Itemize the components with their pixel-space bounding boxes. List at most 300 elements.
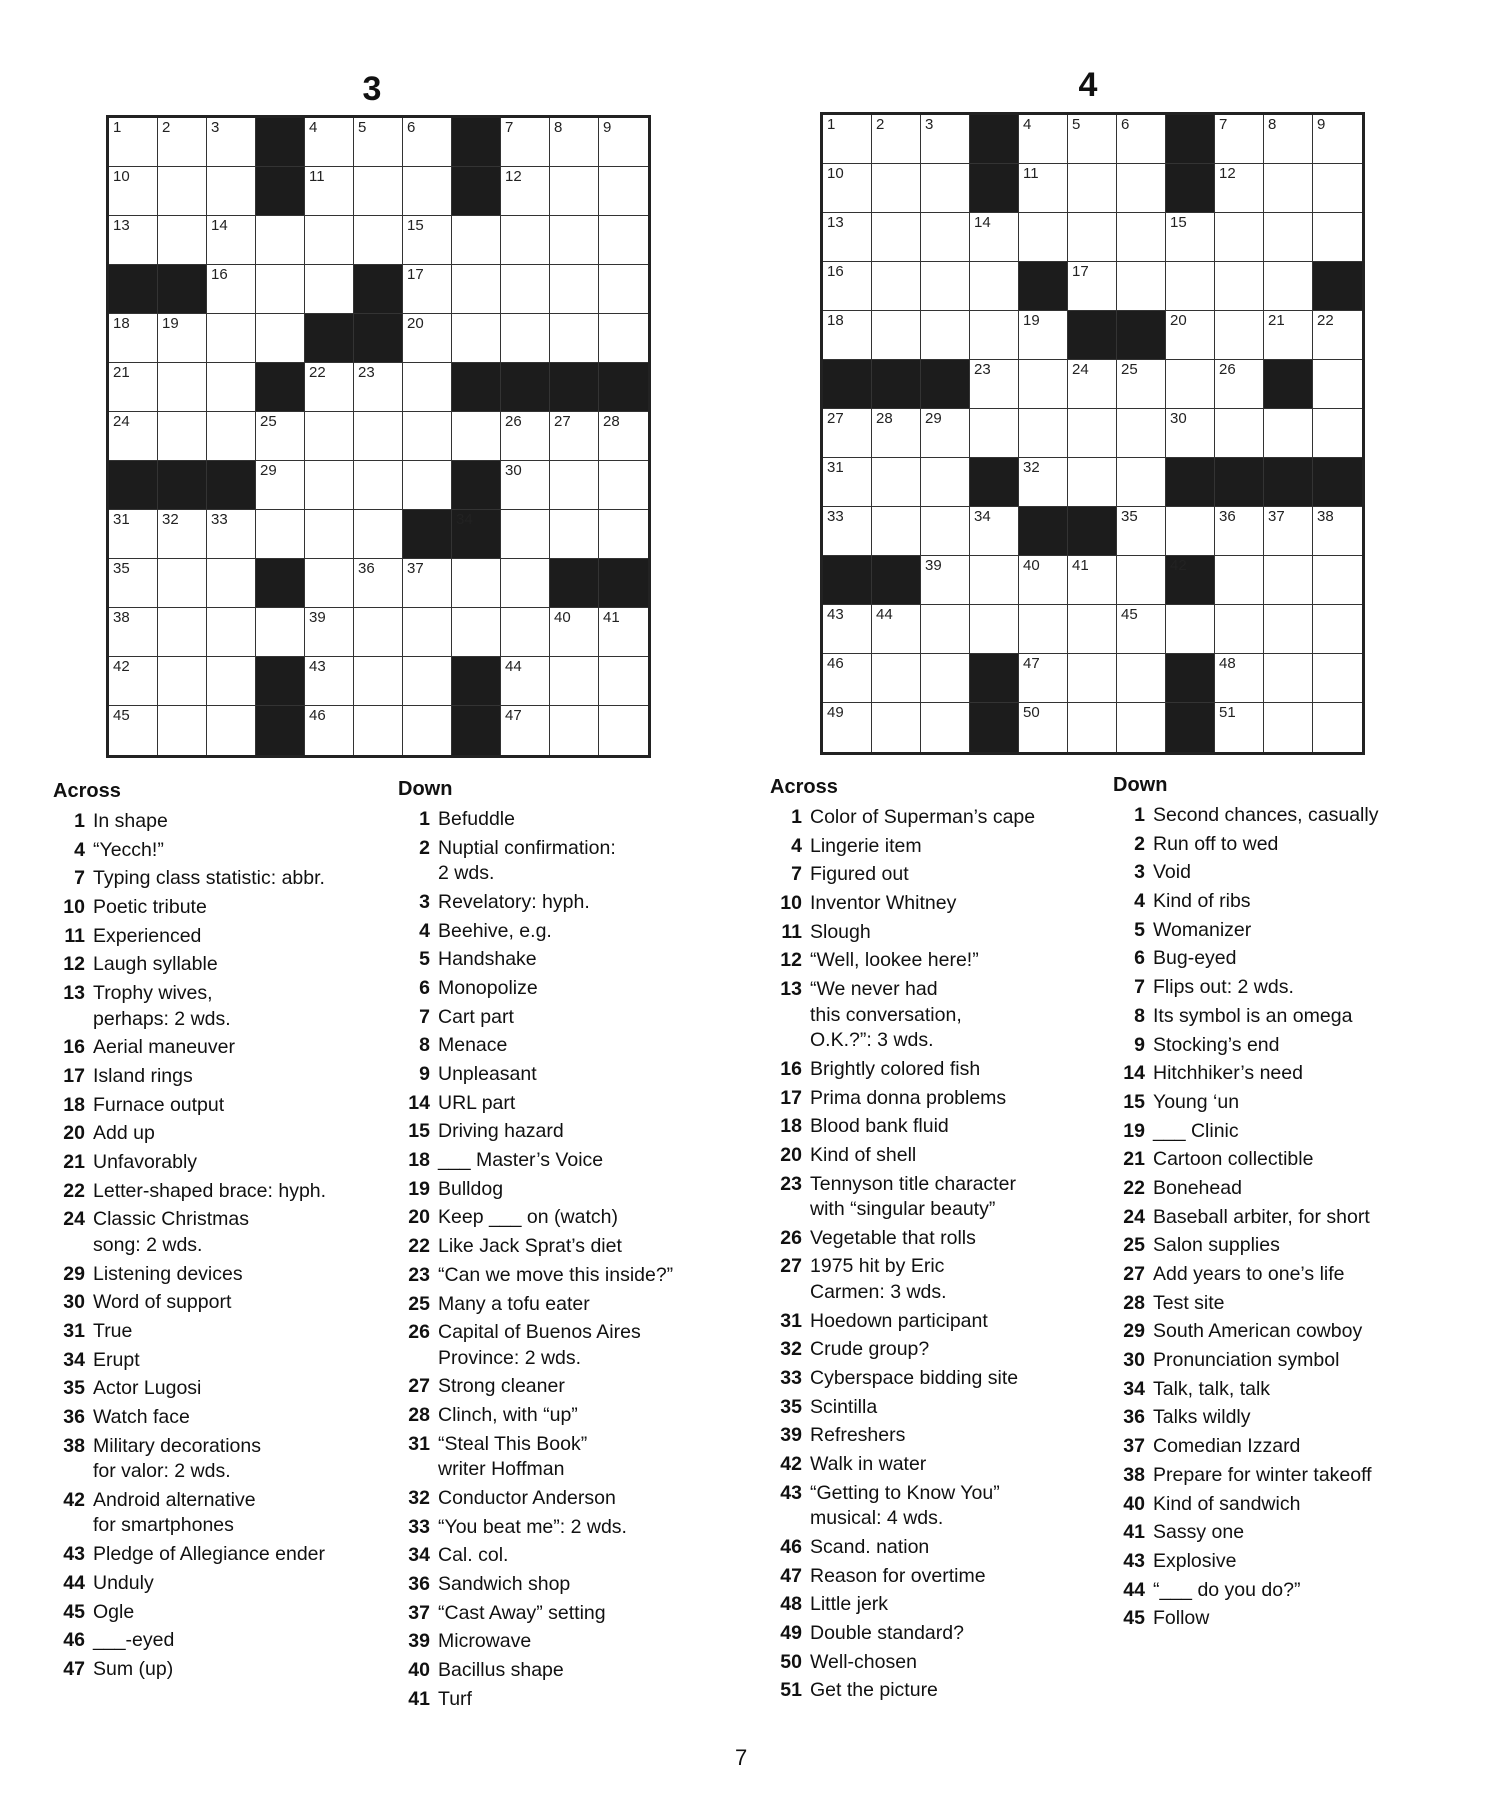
clue-down xyxy=(398,1005,728,1031)
grid-cell[interactable] xyxy=(403,559,452,608)
grid-cell[interactable] xyxy=(1166,409,1215,458)
grid-cell[interactable] xyxy=(207,559,256,608)
clue-across xyxy=(53,1290,383,1316)
clue-text: Beehive, e.g. xyxy=(438,919,552,942)
clue-text: Scintilla xyxy=(810,1395,878,1418)
grid-cell[interactable] xyxy=(550,314,599,363)
puzzle-title: 3 xyxy=(362,70,382,108)
grid-cell[interactable] xyxy=(207,657,256,706)
grid-cell[interactable] xyxy=(550,608,599,657)
clue-down xyxy=(398,1543,728,1569)
clue-across xyxy=(770,1366,1100,1392)
grid-cell[interactable] xyxy=(1019,556,1068,605)
clue-across xyxy=(770,1057,1100,1083)
grid-cell[interactable] xyxy=(1019,703,1068,752)
grid-cell[interactable] xyxy=(1264,213,1313,262)
grid-cell[interactable] xyxy=(599,167,648,216)
grid-cell[interactable] xyxy=(921,213,970,262)
grid-cell[interactable] xyxy=(207,167,256,216)
cell-number: 36 xyxy=(1219,508,1236,525)
clue-number: 36 xyxy=(63,1406,85,1429)
grid-cell[interactable] xyxy=(256,265,305,314)
grid-cell[interactable] xyxy=(1068,409,1117,458)
clue-text: Hoedown participant xyxy=(810,1309,988,1332)
grid-cell[interactable] xyxy=(970,507,1019,556)
grid-cell[interactable] xyxy=(109,706,158,755)
grid-cell[interactable] xyxy=(970,360,1019,409)
grid-cell[interactable] xyxy=(823,164,872,213)
grid-cell[interactable] xyxy=(403,657,452,706)
grid-cell[interactable] xyxy=(823,703,872,752)
grid-cell[interactable] xyxy=(1166,507,1215,556)
grid-cell[interactable] xyxy=(207,608,256,657)
grid-cell[interactable] xyxy=(550,657,599,706)
page-number: 7 xyxy=(735,1745,748,1770)
grid-cell[interactable] xyxy=(501,216,550,265)
grid-cell[interactable] xyxy=(1166,360,1215,409)
clue-down xyxy=(1113,1262,1493,1288)
grid-cell[interactable] xyxy=(109,167,158,216)
grid-cell[interactable] xyxy=(305,657,354,706)
grid-cell[interactable] xyxy=(403,314,452,363)
grid-cell[interactable] xyxy=(403,363,452,412)
grid-cell[interactable] xyxy=(256,412,305,461)
grid-cell[interactable] xyxy=(921,507,970,556)
grid-cell[interactable] xyxy=(823,507,872,556)
grid-cell[interactable] xyxy=(599,412,648,461)
grid-cell[interactable] xyxy=(1117,409,1166,458)
grid-cell[interactable] xyxy=(1313,605,1362,654)
grid-cell[interactable] xyxy=(109,510,158,559)
cell-number: 47 xyxy=(505,707,522,724)
grid-cell[interactable] xyxy=(1117,605,1166,654)
grid-cell[interactable] xyxy=(1019,164,1068,213)
grid-cell[interactable] xyxy=(501,314,550,363)
grid-cell[interactable] xyxy=(1215,703,1264,752)
grid-cell[interactable] xyxy=(403,706,452,755)
clue-number: 24 xyxy=(63,1208,85,1231)
grid-cell[interactable] xyxy=(921,703,970,752)
grid-cell[interactable] xyxy=(1313,507,1362,556)
grid-cell[interactable] xyxy=(354,608,403,657)
grid-cell[interactable] xyxy=(550,706,599,755)
clue-text: Color of Superman’s cape xyxy=(810,806,1036,828)
grid-cell[interactable] xyxy=(1215,409,1264,458)
clue-down xyxy=(1113,1291,1493,1317)
clue-number: 46 xyxy=(780,1535,802,1558)
grid-cell[interactable] xyxy=(921,605,970,654)
clue-down xyxy=(398,836,728,887)
grid-cell[interactable] xyxy=(158,314,207,363)
grid-cell[interactable] xyxy=(1215,507,1264,556)
clue-text: Conductor Anderson xyxy=(438,1486,616,1509)
grid-cell[interactable] xyxy=(109,363,158,412)
grid-cell[interactable] xyxy=(207,363,256,412)
grid-cell[interactable] xyxy=(305,363,354,412)
grid-cell[interactable] xyxy=(354,412,403,461)
grid-cell[interactable] xyxy=(1313,703,1362,752)
clue-number: 15 xyxy=(1123,1090,1145,1113)
cell-number: 37 xyxy=(1268,508,1285,525)
grid-cell[interactable] xyxy=(158,363,207,412)
grid-cell[interactable] xyxy=(872,605,921,654)
grid-cell[interactable] xyxy=(1215,605,1264,654)
grid-cell[interactable] xyxy=(109,412,158,461)
grid-cell[interactable] xyxy=(823,654,872,703)
clue-across xyxy=(770,891,1100,917)
grid-cell[interactable] xyxy=(1019,605,1068,654)
clue-text: “Yecch!” xyxy=(93,838,164,861)
grid-cell[interactable] xyxy=(599,265,648,314)
black-square xyxy=(403,510,452,559)
grid-cell[interactable] xyxy=(452,265,501,314)
grid-cell[interactable] xyxy=(1068,262,1117,311)
grid-cell[interactable] xyxy=(823,115,872,164)
grid-cell[interactable] xyxy=(354,167,403,216)
cell-number: 12 xyxy=(1219,165,1236,182)
clue-text: Pronunciation symbol xyxy=(1153,1349,1340,1372)
grid-cell[interactable] xyxy=(305,216,354,265)
black-square xyxy=(1264,458,1313,507)
grid-cell[interactable] xyxy=(599,118,648,167)
grid-cell[interactable] xyxy=(1215,115,1264,164)
grid-cell[interactable] xyxy=(354,559,403,608)
grid-cell[interactable] xyxy=(501,461,550,510)
grid-cell[interactable] xyxy=(599,314,648,363)
grid-cell[interactable] xyxy=(1019,654,1068,703)
grid-cell[interactable] xyxy=(354,706,403,755)
grid-cell[interactable] xyxy=(1117,556,1166,605)
clue-text: “You beat me”: 2 wds. xyxy=(438,1515,627,1538)
grid-cell[interactable] xyxy=(452,559,501,608)
grid-cell[interactable] xyxy=(109,118,158,167)
grid-cell[interactable] xyxy=(1068,556,1117,605)
grid-cell[interactable] xyxy=(872,458,921,507)
grid-cell[interactable] xyxy=(1313,311,1362,360)
grid-cell[interactable] xyxy=(305,510,354,559)
grid-cell[interactable] xyxy=(354,216,403,265)
grid-cell[interactable] xyxy=(1117,458,1166,507)
grid-cell[interactable] xyxy=(207,510,256,559)
grid-cell[interactable] xyxy=(921,115,970,164)
grid-cell[interactable] xyxy=(599,608,648,657)
clue-across xyxy=(53,1121,383,1147)
grid-cell[interactable] xyxy=(158,706,207,755)
grid-cell[interactable] xyxy=(1313,409,1362,458)
grid-cell[interactable] xyxy=(1264,164,1313,213)
grid-cell[interactable] xyxy=(1068,164,1117,213)
grid-cell[interactable] xyxy=(872,654,921,703)
grid-cell[interactable] xyxy=(1215,164,1264,213)
grid-cell[interactable] xyxy=(1068,703,1117,752)
grid-cell[interactable] xyxy=(1117,654,1166,703)
grid-cell[interactable] xyxy=(1264,311,1313,360)
grid-cell[interactable] xyxy=(501,559,550,608)
clue-number: 28 xyxy=(1123,1291,1145,1314)
grid-cell[interactable] xyxy=(599,657,648,706)
grid-cell[interactable] xyxy=(207,314,256,363)
grid-cell[interactable] xyxy=(305,118,354,167)
grid-cell[interactable] xyxy=(501,118,550,167)
grid-cell[interactable] xyxy=(1117,507,1166,556)
grid-cell[interactable] xyxy=(1264,703,1313,752)
grid-cell[interactable] xyxy=(158,167,207,216)
grid-cell[interactable] xyxy=(158,559,207,608)
clue-across xyxy=(53,952,383,978)
clue-number: 20 xyxy=(780,1143,802,1166)
grid-cell[interactable] xyxy=(256,216,305,265)
grid-cell[interactable] xyxy=(1215,360,1264,409)
clue-across xyxy=(53,1657,383,1683)
grid-cell[interactable] xyxy=(872,213,921,262)
cell-number: 32 xyxy=(162,511,179,528)
grid-cell[interactable] xyxy=(823,409,872,458)
clue-down xyxy=(1113,1004,1493,1030)
black-square xyxy=(550,559,599,608)
grid-cell[interactable] xyxy=(354,461,403,510)
clue-text: Cal. col. xyxy=(438,1544,509,1567)
clue-across xyxy=(53,1405,383,1431)
grid-cell[interactable] xyxy=(158,510,207,559)
grid-cell[interactable] xyxy=(970,605,1019,654)
cell-number: 35 xyxy=(113,560,130,577)
grid-cell[interactable] xyxy=(823,311,872,360)
grid-cell[interactable] xyxy=(403,265,452,314)
grid-cell[interactable] xyxy=(1068,213,1117,262)
grid-cell[interactable] xyxy=(550,461,599,510)
clue-text: “Well, lookee here!” xyxy=(810,949,979,972)
grid-cell[interactable] xyxy=(1166,605,1215,654)
crossword-grid[interactable] xyxy=(820,112,1365,755)
grid-cell[interactable] xyxy=(305,265,354,314)
grid-cell[interactable] xyxy=(1068,115,1117,164)
grid-cell[interactable] xyxy=(1068,458,1117,507)
grid-cell[interactable] xyxy=(158,118,207,167)
grid-cell[interactable] xyxy=(501,510,550,559)
grid-cell[interactable] xyxy=(1215,213,1264,262)
grid-cell[interactable] xyxy=(158,608,207,657)
grid-cell[interactable] xyxy=(158,412,207,461)
grid-cell[interactable] xyxy=(1313,164,1362,213)
grid-cell[interactable] xyxy=(1019,213,1068,262)
grid-cell[interactable] xyxy=(1313,360,1362,409)
grid-cell[interactable] xyxy=(550,167,599,216)
grid-cell[interactable] xyxy=(305,412,354,461)
grid-cell[interactable] xyxy=(872,703,921,752)
grid-cell[interactable] xyxy=(501,608,550,657)
grid-cell[interactable] xyxy=(1313,556,1362,605)
grid-cell[interactable] xyxy=(599,461,648,510)
cell-number: 14 xyxy=(974,214,991,231)
grid-cell[interactable] xyxy=(305,706,354,755)
grid-cell[interactable] xyxy=(158,216,207,265)
grid-cell[interactable] xyxy=(158,657,207,706)
grid-cell[interactable] xyxy=(207,706,256,755)
grid-cell[interactable] xyxy=(501,265,550,314)
grid-cell[interactable] xyxy=(403,412,452,461)
grid-cell[interactable] xyxy=(550,216,599,265)
clue-text: Listening devices xyxy=(93,1262,243,1285)
grid-cell[interactable] xyxy=(305,559,354,608)
grid-cell[interactable] xyxy=(550,265,599,314)
grid-cell[interactable] xyxy=(1264,507,1313,556)
grid-cell[interactable] xyxy=(599,216,648,265)
grid-cell[interactable] xyxy=(452,412,501,461)
grid-cell[interactable] xyxy=(970,311,1019,360)
clue-number: 32 xyxy=(780,1338,802,1361)
grid-cell[interactable] xyxy=(109,608,158,657)
grid-cell[interactable] xyxy=(354,118,403,167)
cell-number: 51 xyxy=(1219,704,1236,721)
grid-cell[interactable] xyxy=(403,461,452,510)
cell-number: 8 xyxy=(1268,116,1277,133)
cell-number: 39 xyxy=(309,609,326,626)
grid-cell[interactable] xyxy=(1264,409,1313,458)
grid-cell[interactable] xyxy=(207,118,256,167)
grid-cell[interactable] xyxy=(1264,556,1313,605)
grid-cell[interactable] xyxy=(550,412,599,461)
grid-cell[interactable] xyxy=(256,510,305,559)
grid-cell[interactable] xyxy=(970,556,1019,605)
grid-cell[interactable] xyxy=(1019,115,1068,164)
grid-cell[interactable] xyxy=(1019,360,1068,409)
black-square xyxy=(109,265,158,314)
grid-cell[interactable] xyxy=(207,216,256,265)
grid-cell[interactable] xyxy=(872,311,921,360)
grid-cell[interactable] xyxy=(921,458,970,507)
grid-cell[interactable] xyxy=(1117,115,1166,164)
grid-cell[interactable] xyxy=(1313,213,1362,262)
clue-across xyxy=(770,1678,1100,1704)
grid-cell[interactable] xyxy=(921,311,970,360)
grid-cell[interactable] xyxy=(872,262,921,311)
clue-down xyxy=(1113,1520,1493,1546)
grid-cell[interactable] xyxy=(1313,115,1362,164)
grid-cell[interactable] xyxy=(921,556,970,605)
clue-across xyxy=(770,1086,1100,1112)
grid-cell[interactable] xyxy=(1215,654,1264,703)
grid-cell[interactable] xyxy=(305,167,354,216)
grid-cell[interactable] xyxy=(1166,213,1215,262)
grid-cell[interactable] xyxy=(550,510,599,559)
grid-cell[interactable] xyxy=(823,213,872,262)
grid-cell[interactable] xyxy=(1068,360,1117,409)
grid-cell[interactable] xyxy=(452,314,501,363)
clue-number: 39 xyxy=(780,1424,802,1447)
grid-cell[interactable] xyxy=(823,262,872,311)
grid-cell[interactable] xyxy=(872,115,921,164)
grid-cell[interactable] xyxy=(256,608,305,657)
grid-cell[interactable] xyxy=(1019,409,1068,458)
grid-cell[interactable] xyxy=(970,213,1019,262)
grid-cell[interactable] xyxy=(1264,605,1313,654)
grid-cell[interactable] xyxy=(256,461,305,510)
grid-cell[interactable] xyxy=(403,608,452,657)
grid-cell[interactable] xyxy=(403,118,452,167)
grid-cell[interactable] xyxy=(921,262,970,311)
grid-cell[interactable] xyxy=(970,262,1019,311)
clue-across xyxy=(53,1093,383,1119)
grid-cell[interactable] xyxy=(1313,654,1362,703)
grid-cell[interactable] xyxy=(1215,556,1264,605)
grid-cell[interactable] xyxy=(354,657,403,706)
grid-cell[interactable] xyxy=(207,265,256,314)
clue-text: “___ do you do?” xyxy=(1153,1578,1301,1601)
grid-cell[interactable] xyxy=(109,314,158,363)
grid-cell[interactable] xyxy=(452,608,501,657)
clue-text: Actor Lugosi xyxy=(93,1377,202,1400)
grid-cell[interactable] xyxy=(1166,311,1215,360)
grid-cell[interactable] xyxy=(921,409,970,458)
clue-number: 40 xyxy=(408,1659,430,1682)
grid-cell[interactable] xyxy=(354,363,403,412)
grid-cell[interactable] xyxy=(305,461,354,510)
grid-cell[interactable] xyxy=(872,507,921,556)
grid-cell[interactable] xyxy=(550,118,599,167)
grid-cell[interactable] xyxy=(1215,311,1264,360)
grid-cell[interactable] xyxy=(403,216,452,265)
grid-cell[interactable] xyxy=(501,412,550,461)
grid-cell[interactable] xyxy=(1068,654,1117,703)
grid-cell[interactable] xyxy=(1215,262,1264,311)
grid-cell[interactable] xyxy=(207,412,256,461)
grid-cell[interactable] xyxy=(599,510,648,559)
grid-cell[interactable] xyxy=(921,654,970,703)
grid-cell[interactable] xyxy=(501,657,550,706)
grid-cell[interactable] xyxy=(1166,262,1215,311)
grid-cell[interactable] xyxy=(109,559,158,608)
grid-cell[interactable] xyxy=(501,706,550,755)
clue-text: Clinch, with “up” xyxy=(438,1404,578,1427)
grid-cell[interactable] xyxy=(823,605,872,654)
grid-cell[interactable] xyxy=(1117,213,1166,262)
grid-cell[interactable] xyxy=(823,458,872,507)
grid-cell[interactable] xyxy=(256,314,305,363)
grid-cell[interactable] xyxy=(1019,311,1068,360)
clue-number: 27 xyxy=(408,1375,430,1398)
grid-cell[interactable] xyxy=(1117,262,1166,311)
clue-down xyxy=(1113,1377,1493,1403)
grid-cell[interactable] xyxy=(1019,458,1068,507)
grid-cell[interactable] xyxy=(1264,115,1313,164)
grid-cell[interactable] xyxy=(403,167,452,216)
grid-cell[interactable] xyxy=(1117,360,1166,409)
clue-number: 20 xyxy=(63,1122,85,1145)
grid-cell[interactable] xyxy=(354,510,403,559)
grid-cell[interactable] xyxy=(452,216,501,265)
grid-cell[interactable] xyxy=(970,409,1019,458)
grid-cell[interactable] xyxy=(305,608,354,657)
grid-cell[interactable] xyxy=(501,167,550,216)
puzzle-title: 4 xyxy=(1078,66,1098,104)
grid-cell[interactable] xyxy=(599,706,648,755)
grid-cell[interactable] xyxy=(1117,703,1166,752)
grid-cell[interactable] xyxy=(1264,262,1313,311)
black-square xyxy=(1215,458,1264,507)
cell-number: 45 xyxy=(113,707,130,724)
grid-cell[interactable] xyxy=(872,409,921,458)
grid-cell[interactable] xyxy=(872,164,921,213)
crossword-grid[interactable] xyxy=(106,115,651,758)
grid-cell[interactable] xyxy=(109,657,158,706)
grid-cell[interactable] xyxy=(1068,605,1117,654)
grid-cell[interactable] xyxy=(1117,164,1166,213)
black-square xyxy=(452,461,501,510)
grid-cell[interactable] xyxy=(1264,654,1313,703)
clue-down xyxy=(1113,1119,1493,1145)
grid-cell[interactable] xyxy=(109,216,158,265)
grid-cell[interactable] xyxy=(921,164,970,213)
